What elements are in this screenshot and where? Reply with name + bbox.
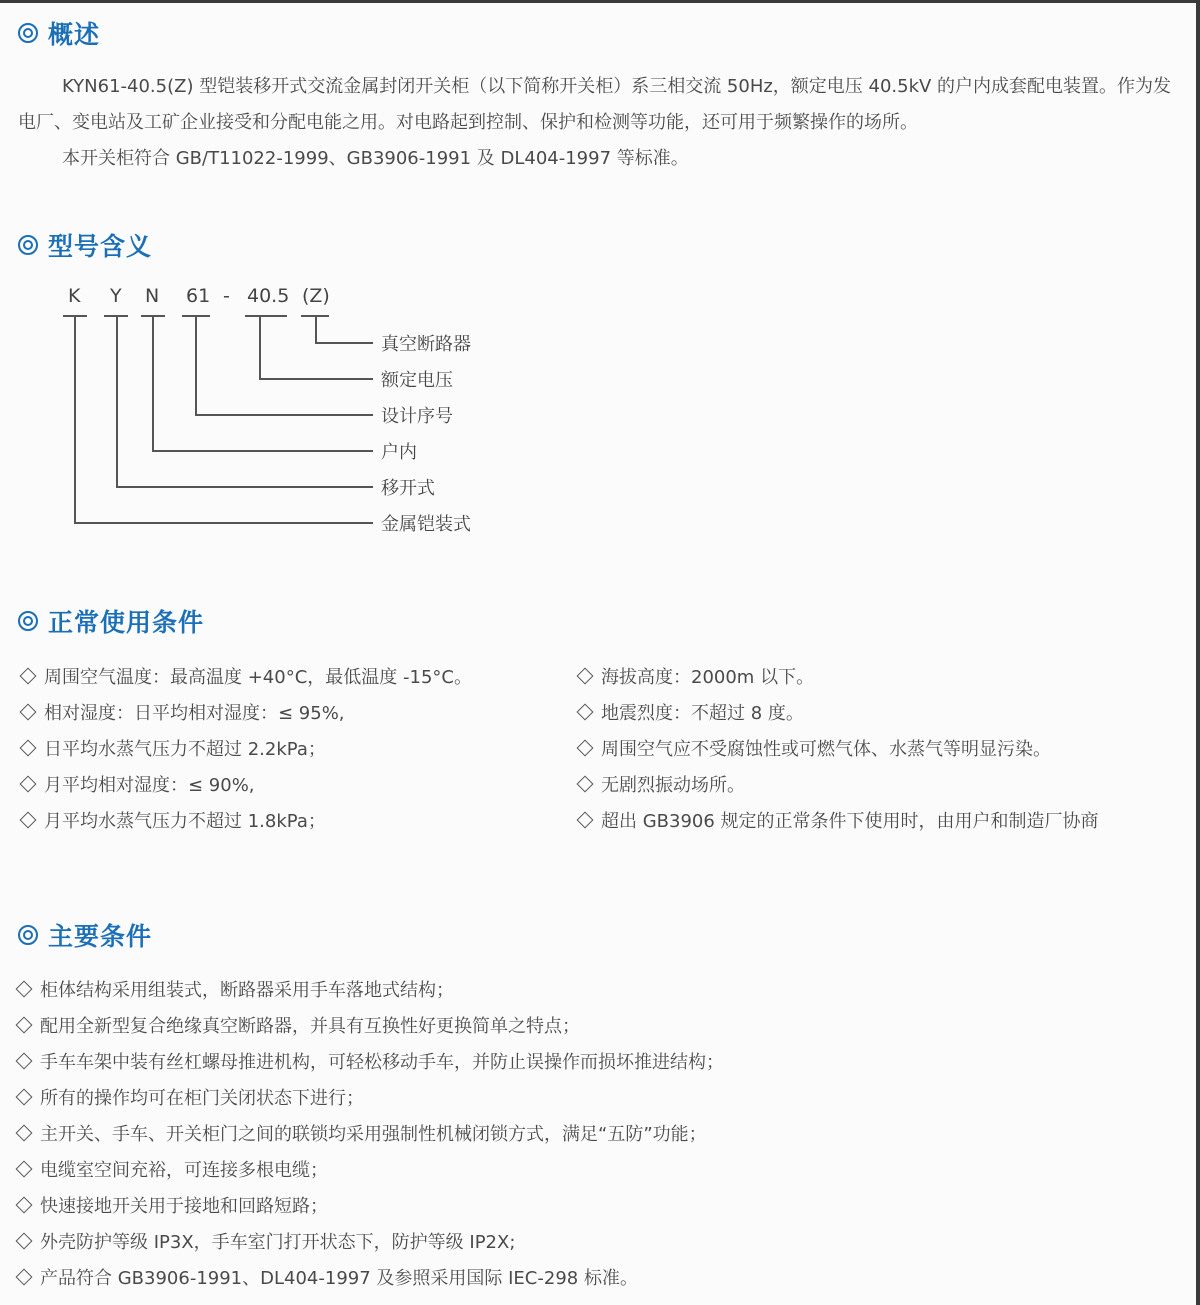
overview-title — [18, 16, 100, 50]
diamond-icon — [577, 704, 594, 721]
code-part-dash: - — [223, 285, 230, 307]
connector-z — [315, 315, 317, 342]
overview-title-text: 概述 — [48, 20, 101, 49]
connector-y — [116, 315, 118, 486]
diamond-icon — [577, 668, 594, 685]
right-border — [1196, 0, 1200, 1305]
normal-condition-item: 月平均相对湿度：≤ 90%, — [18, 774, 255, 798]
main-condition-item: 外壳防护等级 IP3X，手车室门打开状态下，防护等级 IP2X; — [14, 1231, 515, 1255]
normal-condition-item: 周围空气应不受腐蚀性或可燃气体、水蒸气等明显污染。 — [575, 738, 1051, 762]
code-part-k: K — [68, 285, 81, 307]
main-condition-item: 主开关、手车、开关柜门之间的联锁均采用强制性机械闭锁方式，满足“五防”功能； — [14, 1123, 707, 1147]
double-circle-icon — [18, 925, 38, 945]
normal-condition-item: 地震烈度：不超过 8 度。 — [575, 702, 804, 726]
diamond-icon — [20, 776, 37, 793]
diamond-icon — [16, 1197, 33, 1214]
connector-y-h — [116, 486, 373, 488]
connector-voltage — [259, 315, 261, 378]
connector-voltage-h — [259, 378, 373, 380]
diamond-icon — [16, 1089, 33, 1106]
top-border — [0, 0, 1200, 3]
connector-z-h — [315, 342, 373, 344]
label-indoor: 户内 — [381, 442, 417, 463]
normal-condition-item: 周围空气温度：最高温度 +40°C，最低温度 -15°C。 — [18, 666, 472, 690]
label-vacuum-breaker: 真空断路器 — [381, 334, 471, 355]
diamond-icon — [20, 812, 37, 829]
main-condition-item: 所有的操作均可在柜门关闭状态下进行； — [14, 1087, 364, 1111]
label-design-serial: 设计序号 — [381, 406, 453, 427]
double-circle-icon — [18, 235, 38, 255]
connector-61 — [195, 315, 197, 414]
main-condition-item: 快速接地开关用于接地和回路短路； — [14, 1195, 328, 1219]
normal-condition-item: 海拔高度：2000m 以下。 — [575, 666, 814, 690]
normal-condition-item: 相对湿度：日平均相对湿度：≤ 95%, — [18, 702, 345, 726]
normal-conditions-title — [18, 604, 204, 638]
overview-paragraph-1: KYN61-40.5(Z) 型铠装移开式交流金属封闭开关柜（以下简称开关柜）系三相交流 50Hz，额定电压 40.5kV 的户内成套配电装置。作为发电厂、变电站及工矿企业接受和分配电能之用。对电路起到控制、保护和检测等功能，还可用于频繁操作的场所。 — [18, 76, 1172, 133]
overview-paragraph-2: 本开关柜符合 GB/T11022-1999、GB3906-1991 及 DL404-1997 等标准。 — [62, 148, 689, 169]
main-condition-item: 产品符合 GB3906-1991、DL404-1997 及参照采用国际 IEC-298 标准。 — [14, 1267, 638, 1291]
code-part-n: N — [145, 285, 160, 307]
diamond-icon — [16, 1017, 33, 1034]
normal-condition-item: 日平均水蒸气压力不超过 2.2kPa； — [18, 738, 326, 762]
normal-conditions-title-text: 正常使用条件 — [48, 608, 205, 637]
model-code-diagram — [0, 285, 600, 545]
diamond-icon — [16, 1053, 33, 1070]
double-circle-icon — [18, 23, 38, 43]
code-part-y: Y — [110, 285, 122, 307]
main-condition-item: 配用全新型复合绝缘真空断路器，并具有互换性好更换简单之特点； — [14, 1015, 580, 1039]
normal-condition-item: 月平均水蒸气压力不超过 1.8kPa； — [18, 810, 326, 834]
diamond-icon — [577, 776, 594, 793]
model-meaning-title-text: 型号含义 — [48, 232, 153, 261]
diamond-icon — [16, 1269, 33, 1286]
main-condition-item: 电缆室空间充裕，可连接多根电缆； — [14, 1159, 328, 1183]
connector-k — [74, 315, 76, 522]
model-meaning-title — [18, 228, 152, 262]
connector-n — [152, 315, 154, 450]
connector-61-h — [195, 414, 373, 416]
connector-n-h — [152, 450, 373, 452]
diamond-icon — [577, 812, 594, 829]
double-circle-icon — [18, 611, 38, 631]
main-conditions-title-text: 主要条件 — [48, 922, 153, 951]
normal-condition-item: 无剧烈振动场所。 — [575, 774, 745, 798]
diamond-icon — [577, 740, 594, 757]
normal-condition-item: 超出 GB3906 规定的正常条件下使用时，由用户和制造厂协商 — [575, 810, 1099, 834]
main-condition-item: 手车车架中装有丝杠螺母推进机构，可轻松移动手车，并防止误操作而损坏推进结构； — [14, 1051, 724, 1075]
diamond-icon — [16, 1233, 33, 1250]
connector-k-h — [74, 522, 373, 524]
diamond-icon — [20, 740, 37, 757]
diamond-icon — [16, 1161, 33, 1178]
main-condition-item: 柜体结构采用组装式，断路器采用手车落地式结构； — [14, 979, 454, 1003]
diamond-icon — [20, 668, 37, 685]
code-part-voltage: 40.5 — [247, 285, 290, 307]
label-metal-armored: 金属铠装式 — [381, 514, 471, 535]
diamond-icon — [20, 704, 37, 721]
diamond-icon — [16, 981, 33, 998]
label-rated-voltage: 额定电压 — [381, 370, 453, 391]
diamond-icon — [16, 1125, 33, 1142]
code-underline — [245, 315, 287, 317]
label-withdrawable: 移开式 — [381, 478, 435, 499]
code-part-61: 61 — [186, 285, 211, 307]
main-conditions-title — [18, 918, 152, 952]
code-part-z: (Z) — [302, 285, 330, 307]
